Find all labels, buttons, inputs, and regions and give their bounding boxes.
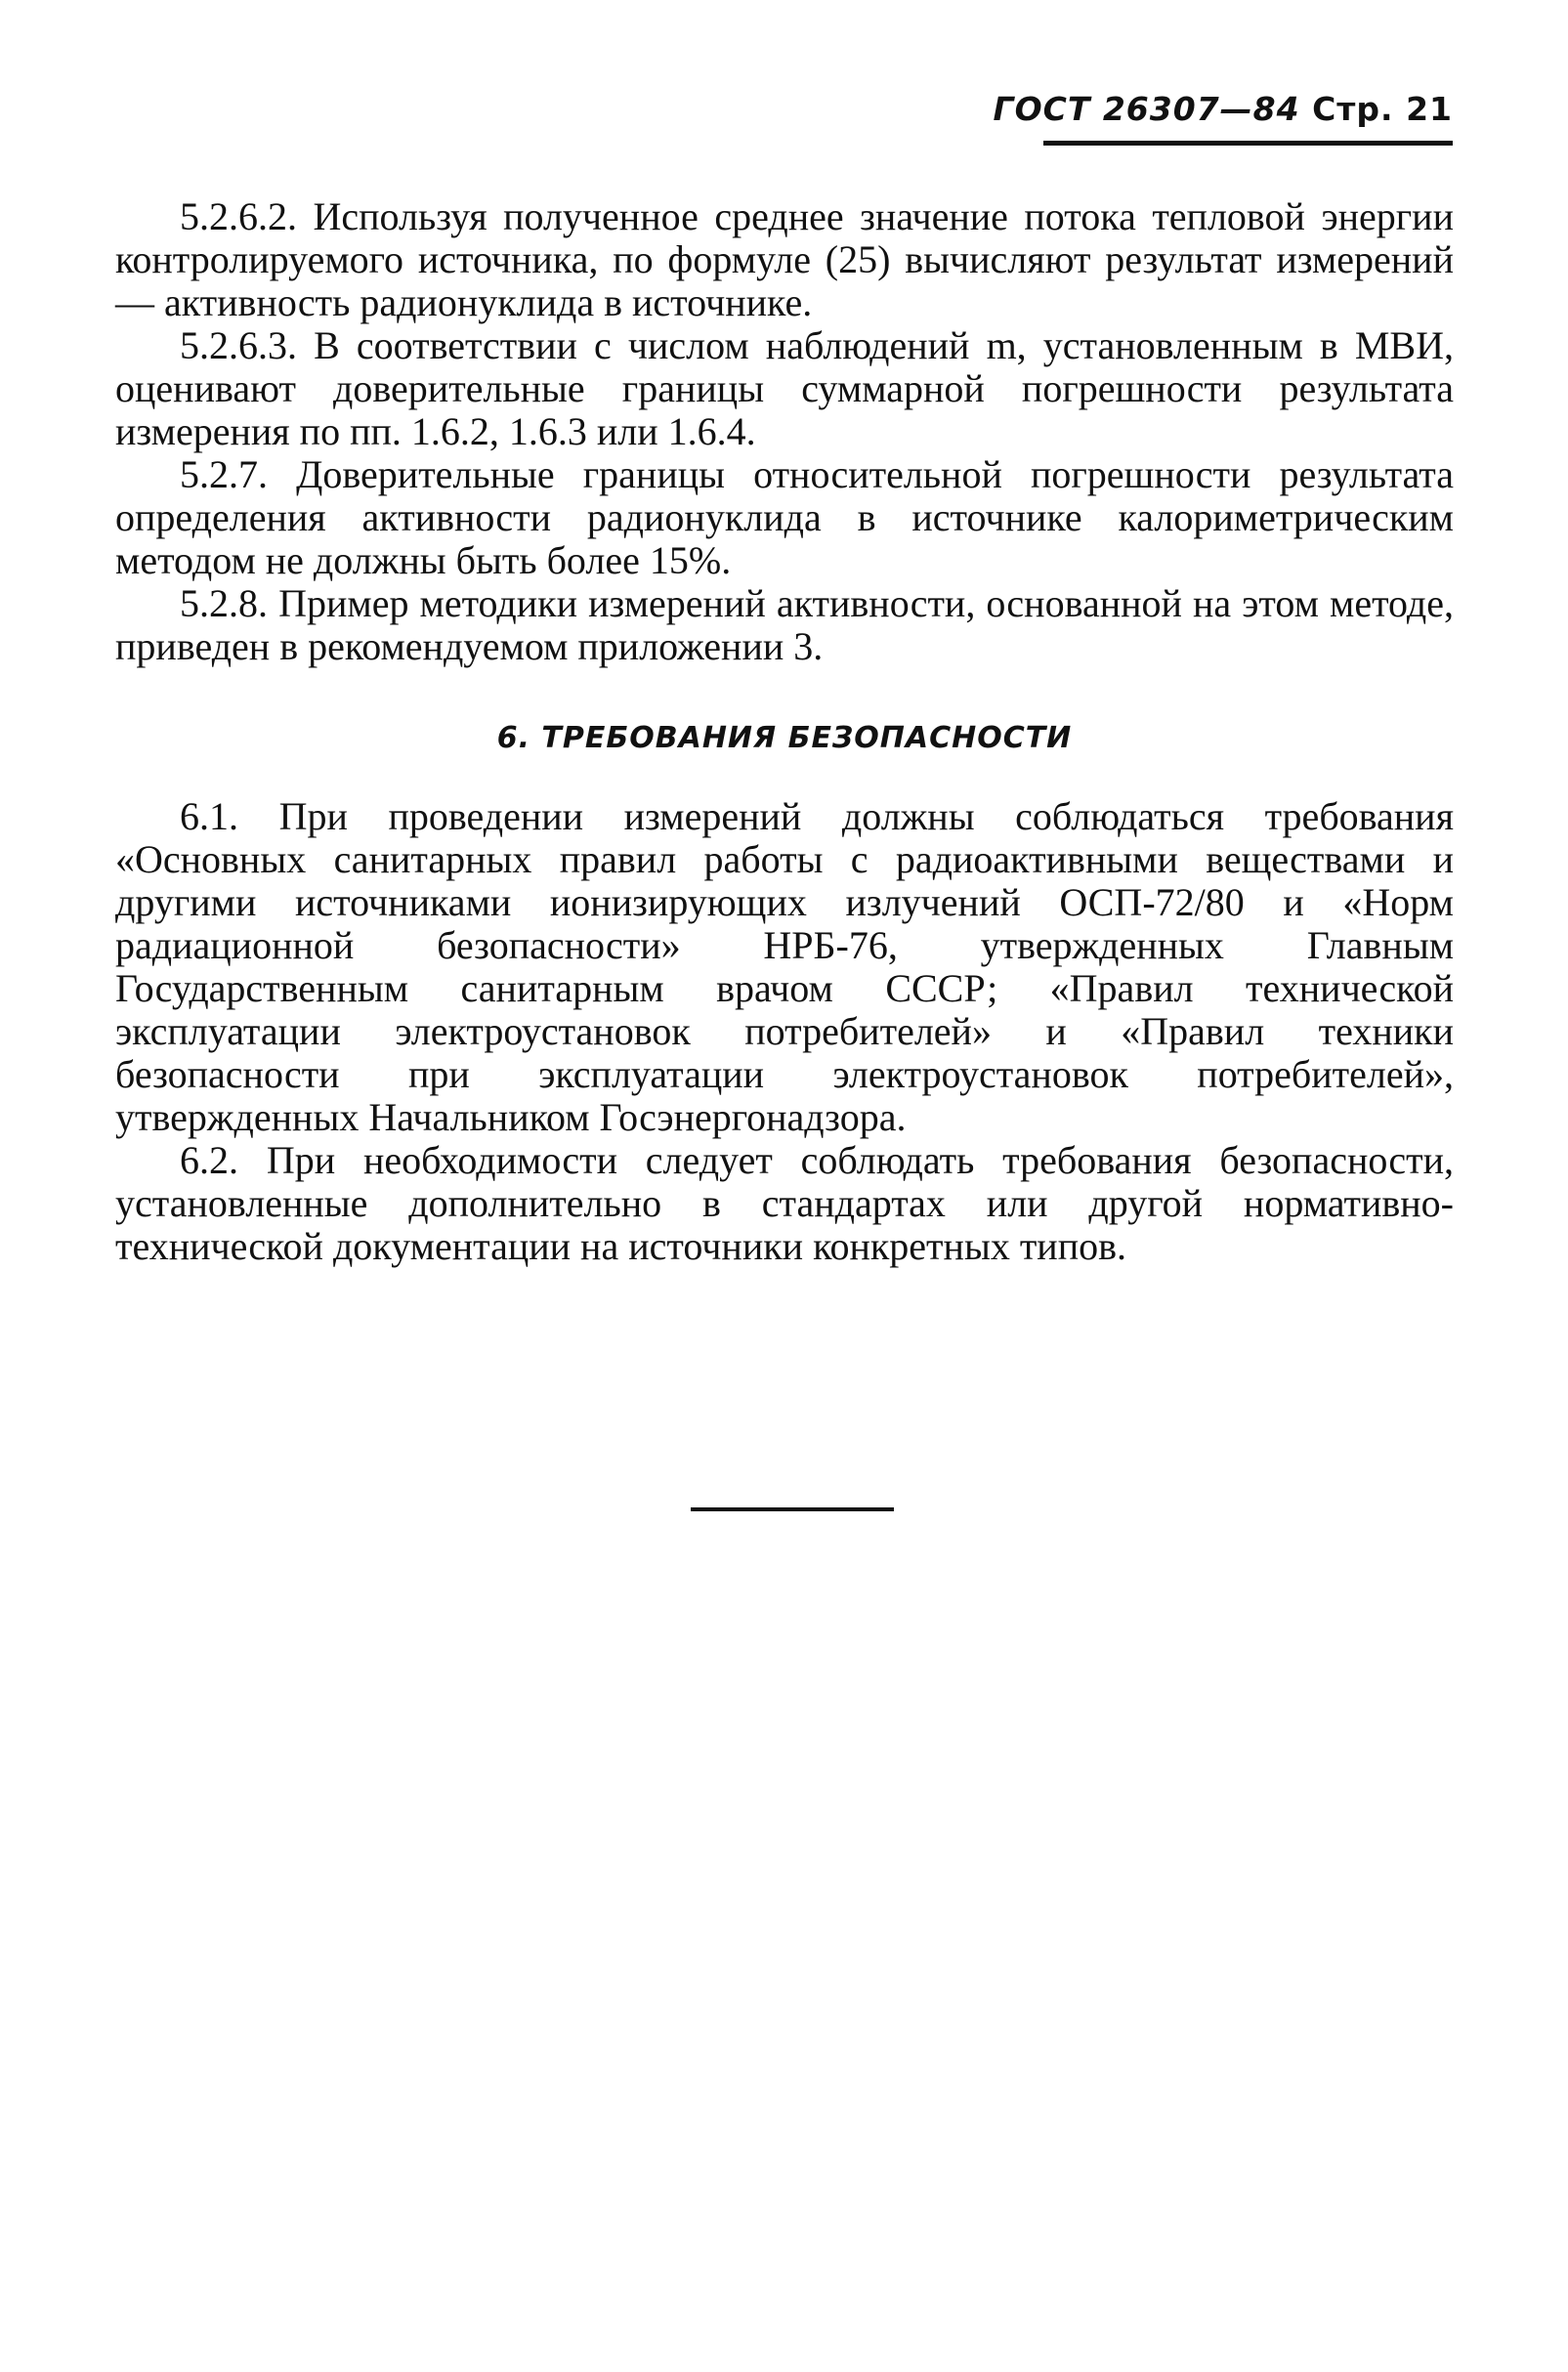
page-number: Стр. 21 — [1312, 90, 1453, 128]
paragraph-5-2-6-3: 5.2.6.3. В соответствии с числом наблюдений m, установленным в МВИ, оценивают доверительные границы суммарной погрешности результата измерения по пп. 1.6.2, 1.6.3 или 1.6.4. — [115, 323, 1454, 453]
paragraph-5-2-8: 5.2.8. Пример методики измерений активности, основанной на этом методе, приведен в рекомендуемом приложении 3. — [115, 581, 1454, 668]
paragraph-6-2: 6.2. При необходимости следует соблюдать требования безопасности, установленные дополнительно в стандартах или другой нормативно-технической документации на источники конкретных типов. — [115, 1138, 1454, 1268]
running-header — [994, 90, 1453, 128]
paragraph-6-1: 6.1. При проведении измерений должны соблюдаться требования «Основных санитарных правил работы с радиоактивными веществами и другими источниками ионизирующих излучений ОСП-72/80 и «Норм радиационной безопасности» НРБ-76, утвержденных Главным Государственным санитарным врачом СССР; «Правил технической эксплуатации электроустановок потребителей» и «Правил техники безопасности при эксплуатации электроустановок потребителей», утвержденных Начальником Госэнергонадзора. — [115, 794, 1454, 1139]
body-text — [115, 195, 1454, 1268]
section-heading: 6. ТРЕБОВАНИЯ БЕЗОПАСНОСТИ — [496, 721, 1073, 755]
standard-number: ГОСТ 26307—84 — [993, 90, 1300, 128]
header-rule — [1043, 141, 1453, 146]
paragraph-5-2-7: 5.2.7. Доверительные границы относительной погрешности результата определения активности радионуклида в источнике калориметрическим методом не должны быть более 15%. — [115, 452, 1454, 582]
end-rule — [691, 1507, 894, 1511]
paragraph-5-2-6-2: 5.2.6.2. Используя полученное среднее значение потока тепловой энергии контролируемого источника, по формуле (25) вычисляют результат измерений — активность радионуклида в источнике. — [115, 194, 1454, 324]
